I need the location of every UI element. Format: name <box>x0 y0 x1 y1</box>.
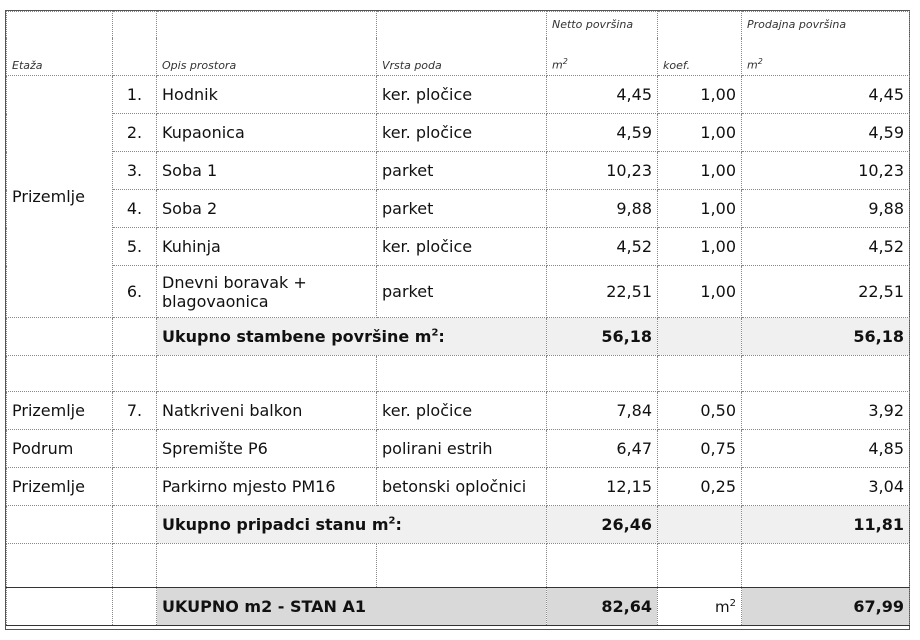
spacer-row <box>7 544 910 588</box>
subtotal-label: Ukupno pripadci stanu $m^2$: <box>157 506 547 544</box>
header-row-bottom <box>7 38 910 76</box>
group-etaza: Prizemlje <box>7 76 113 318</box>
table-row: 3. Soba 1 parket 10,23 1,00 10,23 <box>7 152 910 190</box>
header-prodajna-unit: $m^2$ <box>742 38 910 76</box>
grand-total-netto: 82,64 <box>547 588 658 626</box>
header-vrsta: Vrsta poda <box>377 38 547 76</box>
table-row: Prizemlje 7. Natkriveni balkon ker. pločice 7,84 0,50 3,92 <box>7 392 910 430</box>
area-table <box>6 11 910 626</box>
subtotal-netto: 56,18 <box>547 318 658 356</box>
grand-total-prodajna: 67,99 <box>742 588 910 626</box>
spacer-row <box>7 356 910 392</box>
header-prodajna: Prodajna površina <box>742 12 910 38</box>
header-netto-unit: $m^2$ <box>547 38 658 76</box>
subtotal-label: Ukupno stambene površine $m^2$: <box>157 318 547 356</box>
table-row: Podrum Spremište P6 polirani estrih 6,47 0,75 4,85 <box>7 430 910 468</box>
subtotal-prodajna: 11,81 <box>742 506 910 544</box>
table-row: 2. Kupaonica ker. pločice 4,59 1,00 4,59 <box>7 114 910 152</box>
area-table-sheet <box>5 10 910 630</box>
subtotal-netto: 26,46 <box>547 506 658 544</box>
grand-total-label: UKUPNO m2 - STAN A1 <box>157 588 547 626</box>
table-row: Prizemlje Parkirno mjesto PM16 betonski opločnici 12,15 0,25 3,04 <box>7 468 910 506</box>
header-row-top <box>7 12 910 38</box>
header-etaza: Etaža <box>7 38 113 76</box>
table-row: 5. Kuhinja ker. pločice 4,52 1,00 4,52 <box>7 228 910 266</box>
table-row: 6. Dnevni boravak + blagovaonica parket 22,51 1,00 22,51 <box>7 266 910 318</box>
table-row: Prizemlje 1. Hodnik ker. pločice 4,45 1,00 4,45 <box>7 76 910 114</box>
table-row: 4. Soba 2 parket 9,88 1,00 9,88 <box>7 190 910 228</box>
header-netto: Netto površina <box>547 12 658 38</box>
subtotal-prodajna: 56,18 <box>742 318 910 356</box>
grand-total-row <box>7 588 910 626</box>
subtotal-row-living <box>7 318 910 356</box>
header-opis: Opis prostora <box>157 38 377 76</box>
header-koef: koef. <box>658 38 742 76</box>
grand-total-unit: $m^2$ <box>658 588 742 626</box>
subtotal-row-extras <box>7 506 910 544</box>
